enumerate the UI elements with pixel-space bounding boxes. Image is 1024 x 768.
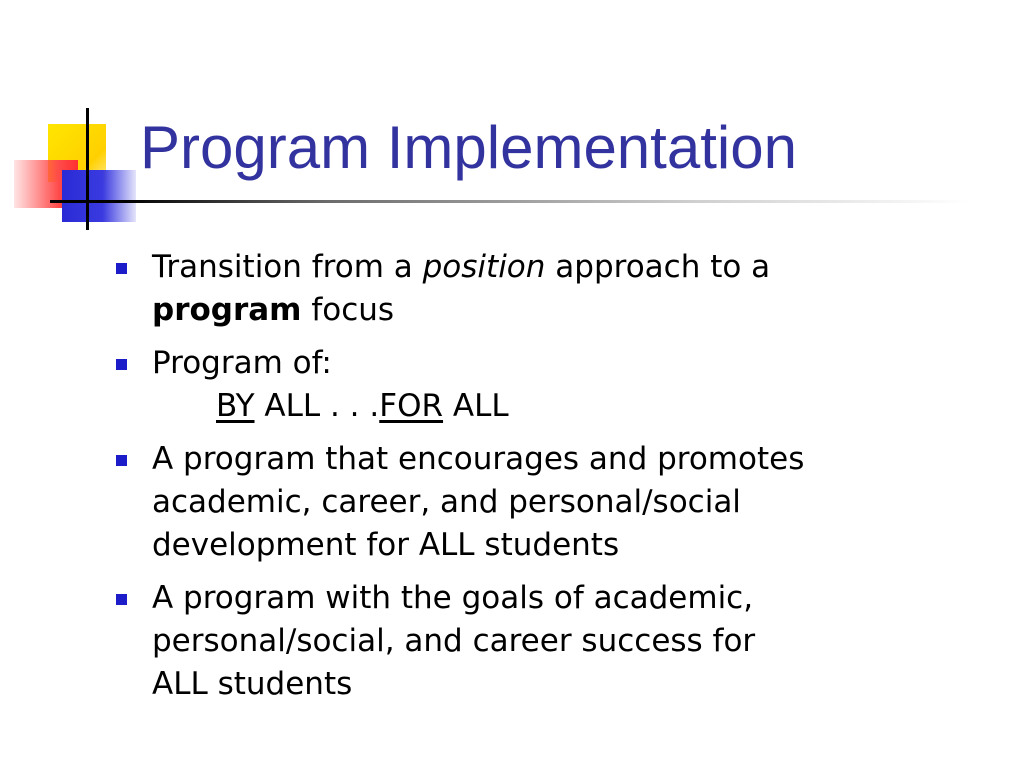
bullet-text-bold: program <box>152 292 302 328</box>
bullet-text: A program with the goals of academic, <box>152 580 754 616</box>
bullet-text: A program that encourages and promotes <box>152 441 805 477</box>
bullet-text: development for ALL students <box>152 527 620 563</box>
bullet-text: ALL . . . <box>254 388 380 424</box>
bullet-line <box>152 289 990 332</box>
square-bullet-icon <box>116 594 127 605</box>
bullet-line <box>152 481 990 524</box>
bullet-text-underlined: BY <box>216 388 255 424</box>
bullet-text-italic: position <box>422 249 546 285</box>
bullet-text: ALL <box>443 388 509 424</box>
vertical-rule <box>86 108 89 230</box>
bullet-line-indented <box>152 385 990 428</box>
bullet-line <box>152 246 990 289</box>
bullet-list <box>110 246 990 716</box>
bullet-text: Program of: <box>152 345 332 381</box>
bullet-line <box>152 342 990 385</box>
bullet-text: approach to a <box>545 249 771 285</box>
square-bullet-icon <box>116 359 127 370</box>
bullet-line <box>152 620 990 663</box>
bullet-item-4 <box>110 577 990 706</box>
bullet-line <box>152 577 990 620</box>
bullet-item-1 <box>110 246 990 332</box>
bullet-text: personal/social, and career success for <box>152 623 756 659</box>
slide-title: Program Implementation <box>140 114 797 181</box>
slide-logo-decoration <box>0 0 160 240</box>
bullet-line <box>152 524 990 567</box>
bullet-line <box>152 438 990 481</box>
bullet-text: Transition from a <box>152 249 423 285</box>
bullet-text: academic, career, and personal/social <box>152 484 741 520</box>
bullet-text: ALL students <box>152 666 353 702</box>
bullet-item-2 <box>110 342 990 428</box>
blue-square-shape <box>62 170 136 222</box>
bullet-item-3 <box>110 438 990 567</box>
square-bullet-icon <box>116 455 127 466</box>
bullet-line <box>152 663 990 706</box>
bullet-text: focus <box>301 292 395 328</box>
title-underline-rule <box>50 200 970 203</box>
square-bullet-icon <box>116 263 127 274</box>
bullet-text-underlined: FOR <box>379 388 444 424</box>
